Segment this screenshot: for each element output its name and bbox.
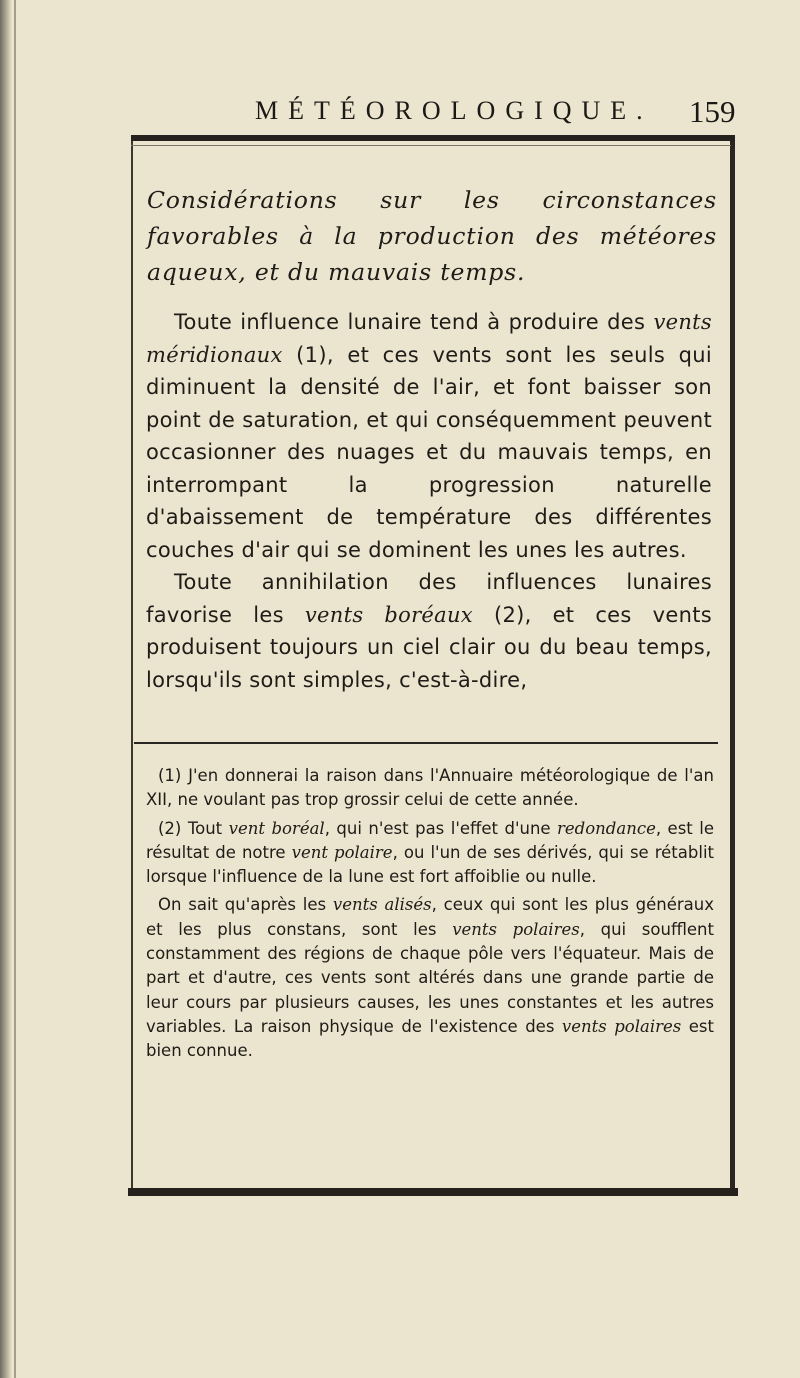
running-title: MÉTÉOROLOGIQUE. — [255, 96, 653, 125]
running-head — [0, 96, 800, 136]
emphasis-vents-polaires: vents polaires — [561, 1016, 682, 1036]
page-number: 159 — [689, 94, 736, 129]
footnote-separator-rule — [134, 742, 718, 744]
text-run: est bien connue. — [146, 1016, 714, 1061]
binding-fold-line — [14, 0, 16, 1378]
footnote-2 — [146, 817, 714, 890]
footnotes — [146, 764, 714, 1064]
emphasis-vent-polaire: vent polaire — [291, 842, 393, 862]
section-heading: Considérations sur les circonstances favorables à la production des météores aqueux, et du mauvais temps. — [147, 186, 717, 286]
emphasis-vents-alises: vents alisés — [332, 895, 432, 915]
body-paragraph-1 — [146, 306, 712, 566]
body-paragraph-2 — [146, 566, 712, 696]
emphasis-vents-meridionaux: vents méridionaux — [146, 310, 712, 367]
footnote-3 — [146, 893, 714, 1063]
footnote-1: (1) J'en donnerai la raison dans l'Annuaire météorologique de l'an XII, ne voulant pas trop grossir celui de cette année. — [146, 766, 714, 810]
text-run: (1), et ces vents sont les seuls qui diminuent la densité de l'air, et font baisser son point de saturation, et qui conséquemment peuvent occasionner des nuages et du mauvais temps, en interrompant la progression naturelle d'abaissement de température des différentes couches d'air qui se dominent les unes les autres. — [146, 342, 712, 562]
text-run: , ou l'un de ses dérivés, qui se rétablit lorsque l'influence de la lune est fort affoiblie ou nulle. — [146, 842, 714, 887]
text-run: (2) Tout — [158, 818, 229, 838]
text-run: (2), et ces vents produisent toujours un ciel clair ou du beau temps, lorsqu'ils sont simples, c'est-à-dire, — [146, 602, 712, 692]
emphasis-redondance: redondance — [557, 818, 656, 838]
text-run: , qui n'est pas l'effet d'une — [324, 818, 558, 838]
emphasis-vents-polaires: vents polaires — [452, 919, 580, 939]
text-run: Toute annihilation des influences lunaires favorise les — [146, 570, 712, 627]
emphasis-vent-boreal: vent boréal — [228, 818, 325, 838]
body-text — [146, 306, 712, 696]
text-run: , qui soufflent constamment des régions de chaque pôle vers l'équateur. Mais de part et d'autre, ces vents sont altérés dans une grande partie de leur cours par plusieurs causes, les unes constantes et les autres variables. La raison physique de l'existence des — [146, 919, 714, 1036]
emphasis-vents-boreaux: vents boréaux — [304, 602, 473, 627]
frame-top-thin-rule — [131, 145, 731, 146]
frame-top-rule — [131, 135, 735, 141]
text-run: Toute influence lunaire tend à produire des — [174, 310, 654, 334]
frame-bottom-rule — [128, 1188, 738, 1196]
book-binding-edge — [0, 0, 12, 1378]
text-run: , ceux qui sont les plus généraux et les plus constans, sont les — [146, 895, 714, 939]
text-run: , est le résultat de notre — [146, 818, 714, 862]
text-run: On sait qu'après les — [158, 895, 333, 915]
